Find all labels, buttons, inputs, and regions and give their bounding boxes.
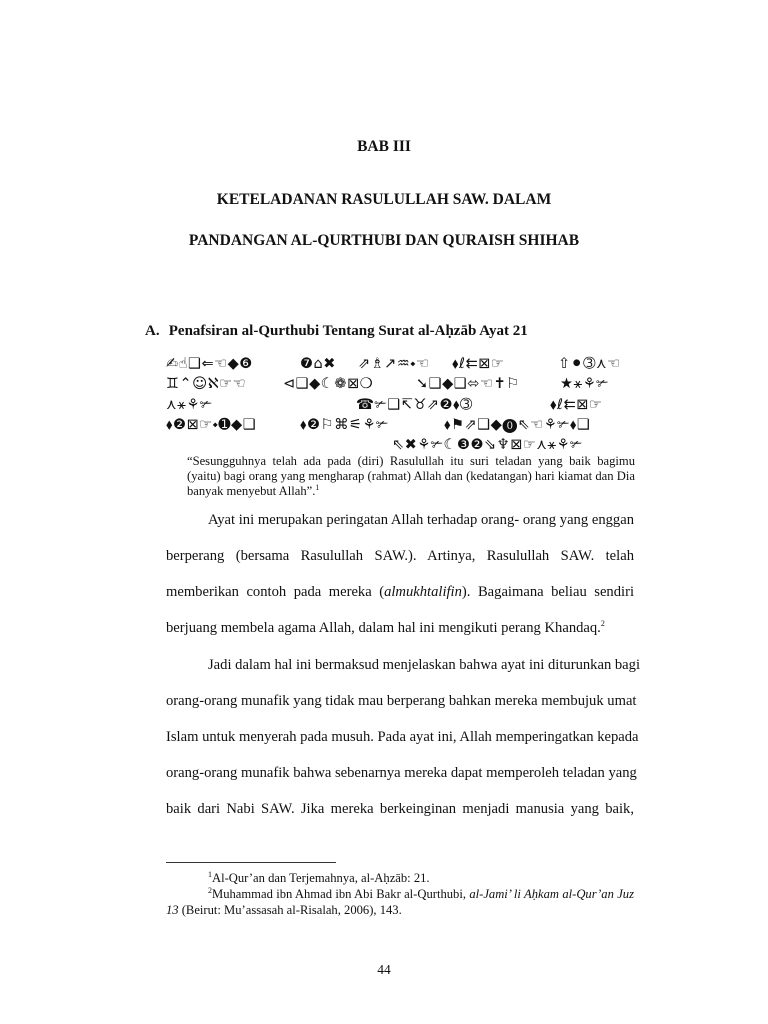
footnote-ref[interactable]: 1	[315, 482, 320, 492]
section-heading	[145, 323, 528, 340]
verse-word: ★⚹⚘✃	[560, 376, 609, 392]
paragraph-line: berjuang membela agama Allah, dalam hal ini mengikuti perang Khandaq.$^2$	[166, 619, 605, 636]
footnote-text: (Beirut: Mu’assasah al-Risalah, 2006), 143.	[178, 903, 402, 917]
footnote-text: Muhammad ibn Ahmad ibn Abi Bakr al-Qurthubi,	[212, 887, 470, 901]
verse-word: ⬧⚑⇗❑◆⓿⇖☜⚘✃⬧❑	[444, 417, 591, 433]
page-number: 44	[377, 962, 391, 977]
verse-word: ⇖✖⚘✃☾❸❷⇘♆⊠☞⋏⚹⚘✃	[392, 437, 583, 453]
verse-word: ⊲❑◆☾❁⊠❍	[283, 376, 374, 392]
footnote-2	[166, 886, 634, 918]
verse-translation	[187, 454, 635, 499]
verse-word: ⇗♗↗♒⬩☜	[358, 356, 430, 372]
paragraph-line: orang-orang munafik bahwa sebenarnya mereka dapat memperoleh teladan yang	[166, 765, 637, 781]
paragraph-line: baik dari Nabi SAW. Jika mereka berkeinginan menjadi manusia yang baik,	[166, 801, 634, 817]
chapter-heading: BAB III	[357, 138, 411, 155]
italic-term: almukhtalifin	[384, 584, 462, 600]
footnote-number: 1	[208, 869, 212, 879]
paragraph-line: berperang (bersama Rasulullah SAW.). Artinya, Rasulullah SAW. telah	[166, 548, 634, 564]
verse-word: ⬧❷⊠☞⬩➊◆❑	[166, 417, 257, 433]
footnote-separator	[166, 862, 336, 863]
footnotes	[166, 870, 634, 918]
verse-word: ⬧ℓ⇇⊠☞	[550, 397, 603, 413]
paragraph-line: orang-orang munafik yang tidak mau berperang bahkan mereka membujuk umat	[166, 693, 637, 709]
verse-word: ⬧❷⚐⌘⚟⚘✃	[300, 417, 389, 433]
paragraph-line: Islam untuk menyerah pada musuh. Pada ayat ini, Allah memperingatkan kepada	[166, 729, 639, 745]
verse-word: ⋏⚹⚘✃	[166, 397, 213, 413]
footnote-ref[interactable]: 2	[600, 619, 605, 629]
footnote-book-title: al-Jami’ li Aḥkam al-Qur’an Juz 13	[166, 887, 634, 917]
footnote-text: Al-Qur’an dan Terjemahnya, al-Aḥzāb: 21.	[212, 871, 430, 885]
verse-word: ☎✃❑↸♉⇗❷⬧➂	[356, 397, 473, 413]
verse-word: ✍☝❑⇐☜◆❻	[166, 356, 253, 372]
verse-word: ♊⌃☺ℵ☞☜	[166, 376, 247, 392]
paragraph-line: memberikan contoh pada mereka (almukhtalifin). Bagaimana beliau sendiri	[166, 584, 634, 600]
verse-word: ➘❑◆❑⬄☜✝⚐	[416, 376, 520, 392]
footnote-1	[166, 870, 634, 886]
section-title: Penafsiran al-Qurthubi Tentang Surat al-Aḥzāb Ayat 21	[168, 323, 528, 339]
footnote-number: 2	[208, 885, 212, 895]
translation-text: “Sesungguhnya telah ada pada (diri) Rasulullah itu suri teladan yang baik bagimu (yaitu) bagi orang yang mengharap (rahmat) Allah dan (kedatangan) hari kiamat dan Dia banyak menyebut Allah”.	[187, 454, 635, 498]
section-letter: A.	[145, 323, 160, 339]
chapter-title-line-1: KETELADANAN RASULULLAH SAW. DALAM	[216, 191, 552, 208]
chapter-title-line-2: PANDANGAN AL-QURTHUBI DAN QURAISH SHIHAB	[188, 232, 580, 249]
verse-word: ❼⌂✖	[300, 356, 336, 372]
verse-word: ⬧ℓ⇇⊠☞	[452, 356, 505, 372]
paragraph-line: Ayat ini merupakan peringatan Allah terhadap orang- orang yang enggan	[208, 512, 634, 528]
verse-word: ⇧⚫➂⋏☜	[558, 356, 621, 372]
paragraph-line: Jadi dalam hal ini bermaksud menjelaskan bahwa ayat ini diturunkan bagi	[208, 657, 641, 673]
